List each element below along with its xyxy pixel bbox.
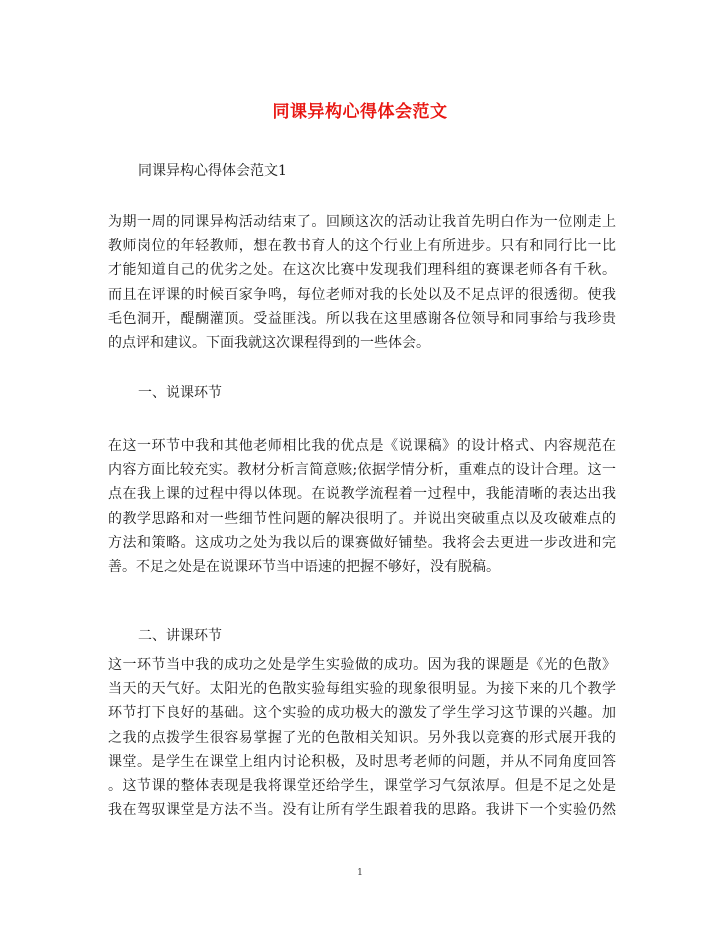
paragraph-lecture-explanation bbox=[108, 434, 616, 579]
paragraph-intro bbox=[108, 210, 616, 355]
text-line: 之我的点拨学生很容易掌握了光的色散相关知识。另外我以竞赛的形式展开我的 bbox=[108, 729, 616, 746]
text-line: 善。不足之处是在说课环节当中语速的把握不够好，没有脱稿。 bbox=[108, 559, 500, 576]
text-line: 。这节课的整体表现是我将课堂还给学生，课堂学习气氛浓厚。但是不足之处是 bbox=[108, 778, 616, 795]
text-line: 才能知道自己的优劣之处。在这次比赛中发现我们理科组的赛课老师各有千秋。 bbox=[108, 262, 616, 279]
text-line: 毛色洞开，醍醐灌顶。受益匪浅。所以我在这里感谢各位领导和同事给与我珍贵 bbox=[108, 310, 616, 327]
page-title: 同课异构心得体会范文 bbox=[272, 102, 448, 122]
text-line: 在这一环节中我和其他老师相比我的优点是《说课稿》的设计格式、内容规范在 bbox=[108, 438, 616, 454]
text-line: 这一环节当中我的成功之处是学生实验做的成功。因为我的课题是《光的色散》 bbox=[108, 657, 616, 673]
section-heading-lecture-explanation: 一、说课环节 bbox=[138, 385, 222, 401]
text-line: 点在我上课的过程中得以体现。在说教学流程着一过程中，我能清晰的表达出我 bbox=[108, 486, 616, 503]
text-line: 方法和策略。这成功之处为我以后的课赛做好铺垫。我将会去更进一步改进和完 bbox=[108, 534, 616, 551]
text-line: 为期一周的同课异构活动结束了。回顾这次的活动让我首先明白作为一位刚走上 bbox=[108, 214, 616, 230]
text-line: 环节打下良好的基础。这个实验的成功极大的激发了学生学习这节课的兴趣。加 bbox=[108, 705, 616, 722]
text-line: 教师岗位的年轻教师，想在教书育人的这个行业上有所进步。只有和同行比一比 bbox=[108, 238, 616, 255]
text-line: 课堂。是学生在课堂上组内讨论积极，及时思考老师的问题，并从不同角度回答 bbox=[108, 753, 616, 770]
text-line: 内容方面比较充实。教材分析言简意赅;依据学情分析，重难点的设计合理。这一 bbox=[108, 462, 616, 479]
text-line: 当天的天气好。太阳光的色散实验每组实验的现象很明显。为接下来的几个教学 bbox=[108, 681, 616, 698]
document-subtitle: 同课异构心得体会范文1 bbox=[138, 163, 287, 179]
section-heading-teaching: 二、讲课环节 bbox=[138, 628, 222, 644]
paragraph-teaching bbox=[108, 653, 616, 822]
text-line: 的点评和建议。下面我就这次课程得到的一些体会。 bbox=[108, 335, 430, 352]
text-line: 我在驾驭课堂是方法不当。没有让所有学生跟着我的思路。我讲下一个实验仍然 bbox=[108, 802, 616, 819]
page-number: 1 bbox=[357, 868, 363, 878]
text-line: 的教学思路和对一些细节性问题的解决很明了。并说出突破重点以及攻破难点的 bbox=[108, 510, 616, 527]
text-line: 而且在评课的时候百家争鸣，每位老师对我的长处以及不足点评的很透彻。使我 bbox=[108, 286, 616, 303]
